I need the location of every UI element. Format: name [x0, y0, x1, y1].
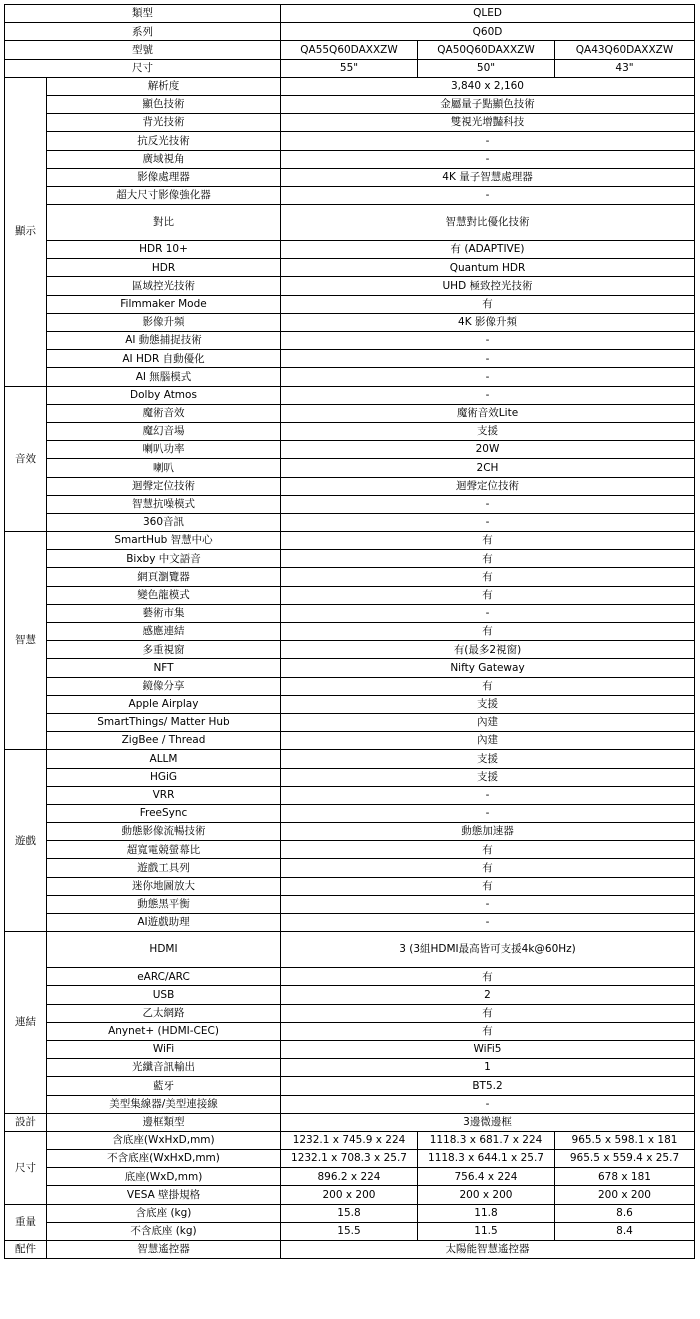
- spec-value: 965.5 x 598.1 x 181: [555, 1131, 695, 1149]
- spec-value: 智慧對比優化技術: [281, 205, 695, 241]
- spec-label: Dolby Atmos: [47, 386, 281, 404]
- spec-value: 20W: [281, 441, 695, 459]
- spec-label: 藝術市集: [47, 604, 281, 622]
- spec-row: [5, 313, 695, 331]
- spec-value: -: [281, 914, 695, 932]
- spec-label: HDR 10+: [47, 241, 281, 259]
- spec-label: HGiG: [47, 768, 281, 786]
- spec-value: 11.5: [418, 1222, 555, 1240]
- spec-label: VRR: [47, 786, 281, 804]
- spec-value: 1118.3 x 681.7 x 224: [418, 1131, 555, 1149]
- spec-value: 有: [281, 877, 695, 895]
- spec-row: [5, 1150, 695, 1168]
- spec-value: 200 x 200: [418, 1186, 555, 1204]
- screen-size: 55": [281, 59, 418, 77]
- spec-row: [5, 804, 695, 822]
- spec-value: 1: [281, 1059, 695, 1077]
- spec-value: 有: [281, 568, 695, 586]
- spec-label: SmartHub 智慧中心: [47, 532, 281, 550]
- spec-row: [5, 513, 695, 531]
- spec-label: USB: [47, 986, 281, 1004]
- spec-value: Nifty Gateway: [281, 659, 695, 677]
- spec-label: 迴聲定位技術: [47, 477, 281, 495]
- spec-value: 678 x 181: [555, 1168, 695, 1186]
- spec-label: 不含底座 (kg): [47, 1222, 281, 1240]
- spec-value: -: [281, 186, 695, 204]
- spec-label: Apple Airplay: [47, 695, 281, 713]
- spec-value: WiFi5: [281, 1040, 695, 1058]
- spec-label: WiFi: [47, 1040, 281, 1058]
- spec-row: [5, 459, 695, 477]
- spec-row: [5, 1113, 695, 1131]
- spec-value: 有 (ADAPTIVE): [281, 241, 695, 259]
- spec-label: 不含底座(WxHxD,mm): [47, 1150, 281, 1168]
- spec-value: 4K 影像升頻: [281, 313, 695, 331]
- spec-label: 含底座(WxHxD,mm): [47, 1131, 281, 1149]
- section-title: 遊戲: [5, 750, 47, 932]
- spec-value: 內建: [281, 732, 695, 750]
- spec-value: 有: [281, 677, 695, 695]
- section-title: 重量: [5, 1204, 47, 1240]
- spec-label: 魔幻音場: [47, 422, 281, 440]
- spec-row: [5, 241, 695, 259]
- spec-value: -: [281, 132, 695, 150]
- spec-row: [5, 750, 695, 768]
- spec-label: FreeSync: [47, 804, 281, 822]
- spec-value: 支援: [281, 768, 695, 786]
- spec-value: 有: [281, 550, 695, 568]
- section-title: 配件: [5, 1241, 47, 1259]
- spec-label: 抗反光技術: [47, 132, 281, 150]
- spec-value: 有: [281, 1004, 695, 1022]
- header-label: 類型: [5, 5, 281, 23]
- spec-row: [5, 859, 695, 877]
- spec-row: [5, 386, 695, 404]
- spec-value: 896.2 x 224: [281, 1168, 418, 1186]
- spec-row: [5, 768, 695, 786]
- spec-value: -: [281, 604, 695, 622]
- spec-row: [5, 404, 695, 422]
- spec-value: -: [281, 804, 695, 822]
- spec-row: [5, 695, 695, 713]
- spec-row: [5, 150, 695, 168]
- spec-label: Anynet+ (HDMI-CEC): [47, 1022, 281, 1040]
- spec-value: -: [281, 895, 695, 913]
- spec-row: [5, 205, 695, 241]
- spec-label: 變色龍模式: [47, 586, 281, 604]
- spec-label: 感應連結: [47, 623, 281, 641]
- spec-value: 4K 量子智慧處理器: [281, 168, 695, 186]
- spec-value: 有: [281, 532, 695, 550]
- spec-row: [5, 277, 695, 295]
- spec-label: eARC/ARC: [47, 968, 281, 986]
- spec-row: [5, 368, 695, 386]
- model-number: QA50Q60DAXXZW: [418, 41, 555, 59]
- spec-label: ALLM: [47, 750, 281, 768]
- spec-row: [5, 895, 695, 913]
- spec-row: [5, 986, 695, 1004]
- header-row: [5, 5, 695, 23]
- section-title: 顯示: [5, 77, 47, 386]
- spec-row: [5, 713, 695, 731]
- spec-row: [5, 132, 695, 150]
- spec-label: 遊戲工具列: [47, 859, 281, 877]
- model-row: [5, 41, 695, 59]
- spec-value: -: [281, 332, 695, 350]
- spec-value: Quantum HDR: [281, 259, 695, 277]
- spec-row: [5, 441, 695, 459]
- spec-value: 有: [281, 841, 695, 859]
- spec-label: 含底座 (kg): [47, 1204, 281, 1222]
- spec-label: 底座(WxD,mm): [47, 1168, 281, 1186]
- spec-row: [5, 1004, 695, 1022]
- spec-label: 迷你地圖放大: [47, 877, 281, 895]
- spec-row: [5, 877, 695, 895]
- screen-size: 50": [418, 59, 555, 77]
- section-title: 音效: [5, 386, 47, 532]
- spec-label: AI HDR 自動優化: [47, 350, 281, 368]
- spec-label: AI遊戲助理: [47, 914, 281, 932]
- header-value: QLED: [281, 5, 695, 23]
- spec-value: 2CH: [281, 459, 695, 477]
- spec-value: 有: [281, 968, 695, 986]
- spec-label: 解析度: [47, 77, 281, 95]
- spec-value: 有: [281, 586, 695, 604]
- spec-label: Filmmaker Mode: [47, 295, 281, 313]
- spec-label: 邊框類型: [47, 1113, 281, 1131]
- spec-label: Bixby 中文語音: [47, 550, 281, 568]
- spec-label: VESA 壁掛規格: [47, 1186, 281, 1204]
- section-title: 智慧: [5, 532, 47, 750]
- spec-value: 1232.1 x 708.3 x 25.7: [281, 1150, 418, 1168]
- spec-value: -: [281, 513, 695, 531]
- model-label: 型號: [5, 41, 281, 59]
- screen-size: 43": [555, 59, 695, 77]
- spec-label: 智慧抗噪模式: [47, 495, 281, 513]
- spec-row: [5, 186, 695, 204]
- spec-label: SmartThings/ Matter Hub: [47, 713, 281, 731]
- spec-label: 區域控光技術: [47, 277, 281, 295]
- spec-value: 有: [281, 1022, 695, 1040]
- spec-row: [5, 168, 695, 186]
- spec-value: 支援: [281, 750, 695, 768]
- spec-label: 廣域視角: [47, 150, 281, 168]
- spec-value: 魔術音效Lite: [281, 404, 695, 422]
- size-row: [5, 59, 695, 77]
- spec-value: 1118.3 x 644.1 x 25.7: [418, 1150, 555, 1168]
- spec-label: 背光技術: [47, 114, 281, 132]
- spec-label: 多重視窗: [47, 641, 281, 659]
- spec-value: 3 (3組HDMI最高皆可支援4k@60Hz): [281, 932, 695, 968]
- spec-value: -: [281, 350, 695, 368]
- spec-value: 11.8: [418, 1204, 555, 1222]
- spec-table-body: [5, 5, 695, 1259]
- spec-row: [5, 914, 695, 932]
- spec-row: [5, 1022, 695, 1040]
- spec-row: [5, 1095, 695, 1113]
- spec-row: [5, 1059, 695, 1077]
- spec-value: 3邊微邊框: [281, 1113, 695, 1131]
- spec-value: UHD 極致控光技術: [281, 277, 695, 295]
- spec-value: 965.5 x 559.4 x 25.7: [555, 1150, 695, 1168]
- spec-label: 對比: [47, 205, 281, 241]
- spec-value: 金屬量子點顯色技術: [281, 95, 695, 113]
- spec-value: -: [281, 386, 695, 404]
- spec-label: 光纖音訊輸出: [47, 1059, 281, 1077]
- spec-value: -: [281, 495, 695, 513]
- spec-value: 迴聲定位技術: [281, 477, 695, 495]
- spec-value: 15.5: [281, 1222, 418, 1240]
- header-label: 系列: [5, 23, 281, 41]
- spec-label: AI 無腦模式: [47, 368, 281, 386]
- spec-row: [5, 932, 695, 968]
- spec-label: NFT: [47, 659, 281, 677]
- spec-row: [5, 95, 695, 113]
- spec-value: 2: [281, 986, 695, 1004]
- spec-label: 魔術音效: [47, 404, 281, 422]
- section-title: 連結: [5, 932, 47, 1114]
- spec-row: [5, 477, 695, 495]
- spec-row: [5, 968, 695, 986]
- spec-row: [5, 1131, 695, 1149]
- spec-value: 內建: [281, 713, 695, 731]
- header-row: [5, 23, 695, 41]
- spec-value: 有: [281, 623, 695, 641]
- section-title: 尺寸: [5, 1131, 47, 1204]
- spec-label: ZigBee / Thread: [47, 732, 281, 750]
- spec-row: [5, 495, 695, 513]
- spec-label: HDMI: [47, 932, 281, 968]
- spec-label: 超大尺寸影像強化器: [47, 186, 281, 204]
- spec-value: 有: [281, 859, 695, 877]
- spec-table: [4, 4, 695, 1259]
- spec-row: [5, 823, 695, 841]
- spec-value: BT5.2: [281, 1077, 695, 1095]
- spec-label: 360音訊: [47, 513, 281, 531]
- spec-row: [5, 841, 695, 859]
- spec-row: [5, 1168, 695, 1186]
- spec-label: 藍牙: [47, 1077, 281, 1095]
- spec-row: [5, 732, 695, 750]
- spec-row: [5, 586, 695, 604]
- spec-value: 動態加速器: [281, 823, 695, 841]
- spec-value: 雙視光增豔科技: [281, 114, 695, 132]
- spec-row: [5, 550, 695, 568]
- model-number: QA55Q60DAXXZW: [281, 41, 418, 59]
- spec-label: 動態黑平衡: [47, 895, 281, 913]
- spec-label: 超寬電競螢幕比: [47, 841, 281, 859]
- spec-value: -: [281, 150, 695, 168]
- spec-row: [5, 786, 695, 804]
- spec-value: 有: [281, 295, 695, 313]
- spec-value: -: [281, 786, 695, 804]
- spec-row: [5, 332, 695, 350]
- spec-value: 1232.1 x 745.9 x 224: [281, 1131, 418, 1149]
- spec-row: [5, 641, 695, 659]
- spec-label: 影像處理器: [47, 168, 281, 186]
- spec-label: HDR: [47, 259, 281, 277]
- spec-value: -: [281, 368, 695, 386]
- spec-label: 動態影像流暢技術: [47, 823, 281, 841]
- spec-value: 有(最多2視窗): [281, 641, 695, 659]
- spec-row: [5, 623, 695, 641]
- spec-value: 3,840 x 2,160: [281, 77, 695, 95]
- spec-value: 支援: [281, 422, 695, 440]
- spec-label: 顯色技術: [47, 95, 281, 113]
- spec-row: [5, 604, 695, 622]
- section-title: 設計: [5, 1113, 47, 1131]
- spec-row: [5, 532, 695, 550]
- spec-value: 8.4: [555, 1222, 695, 1240]
- spec-row: [5, 422, 695, 440]
- header-value: Q60D: [281, 23, 695, 41]
- spec-label: 喇叭功率: [47, 441, 281, 459]
- spec-value: 8.6: [555, 1204, 695, 1222]
- spec-row: [5, 568, 695, 586]
- spec-value: 200 x 200: [555, 1186, 695, 1204]
- spec-row: [5, 114, 695, 132]
- spec-row: [5, 1186, 695, 1204]
- spec-row: [5, 295, 695, 313]
- spec-label: 美型集線器/美型連接線: [47, 1095, 281, 1113]
- spec-value: 太陽能智慧遙控器: [281, 1241, 695, 1259]
- model-number: QA43Q60DAXXZW: [555, 41, 695, 59]
- spec-row: [5, 659, 695, 677]
- spec-label: 乙太網路: [47, 1004, 281, 1022]
- spec-value: 15.8: [281, 1204, 418, 1222]
- spec-row: [5, 1040, 695, 1058]
- spec-row: [5, 350, 695, 368]
- spec-label: 喇叭: [47, 459, 281, 477]
- spec-label: 鏡像分享: [47, 677, 281, 695]
- spec-row: [5, 1222, 695, 1240]
- spec-row: [5, 259, 695, 277]
- spec-value: 支援: [281, 695, 695, 713]
- spec-row: [5, 1077, 695, 1095]
- spec-label: 網頁瀏覽器: [47, 568, 281, 586]
- spec-row: [5, 677, 695, 695]
- spec-row: [5, 77, 695, 95]
- spec-label: 智慧遙控器: [47, 1241, 281, 1259]
- spec-value: 756.4 x 224: [418, 1168, 555, 1186]
- spec-row: [5, 1204, 695, 1222]
- spec-value: 200 x 200: [281, 1186, 418, 1204]
- spec-label: 影像升頻: [47, 313, 281, 331]
- spec-label: AI 動態捕捉技術: [47, 332, 281, 350]
- spec-value: -: [281, 1095, 695, 1113]
- size-label: 尺寸: [5, 59, 281, 77]
- spec-row: [5, 1241, 695, 1259]
